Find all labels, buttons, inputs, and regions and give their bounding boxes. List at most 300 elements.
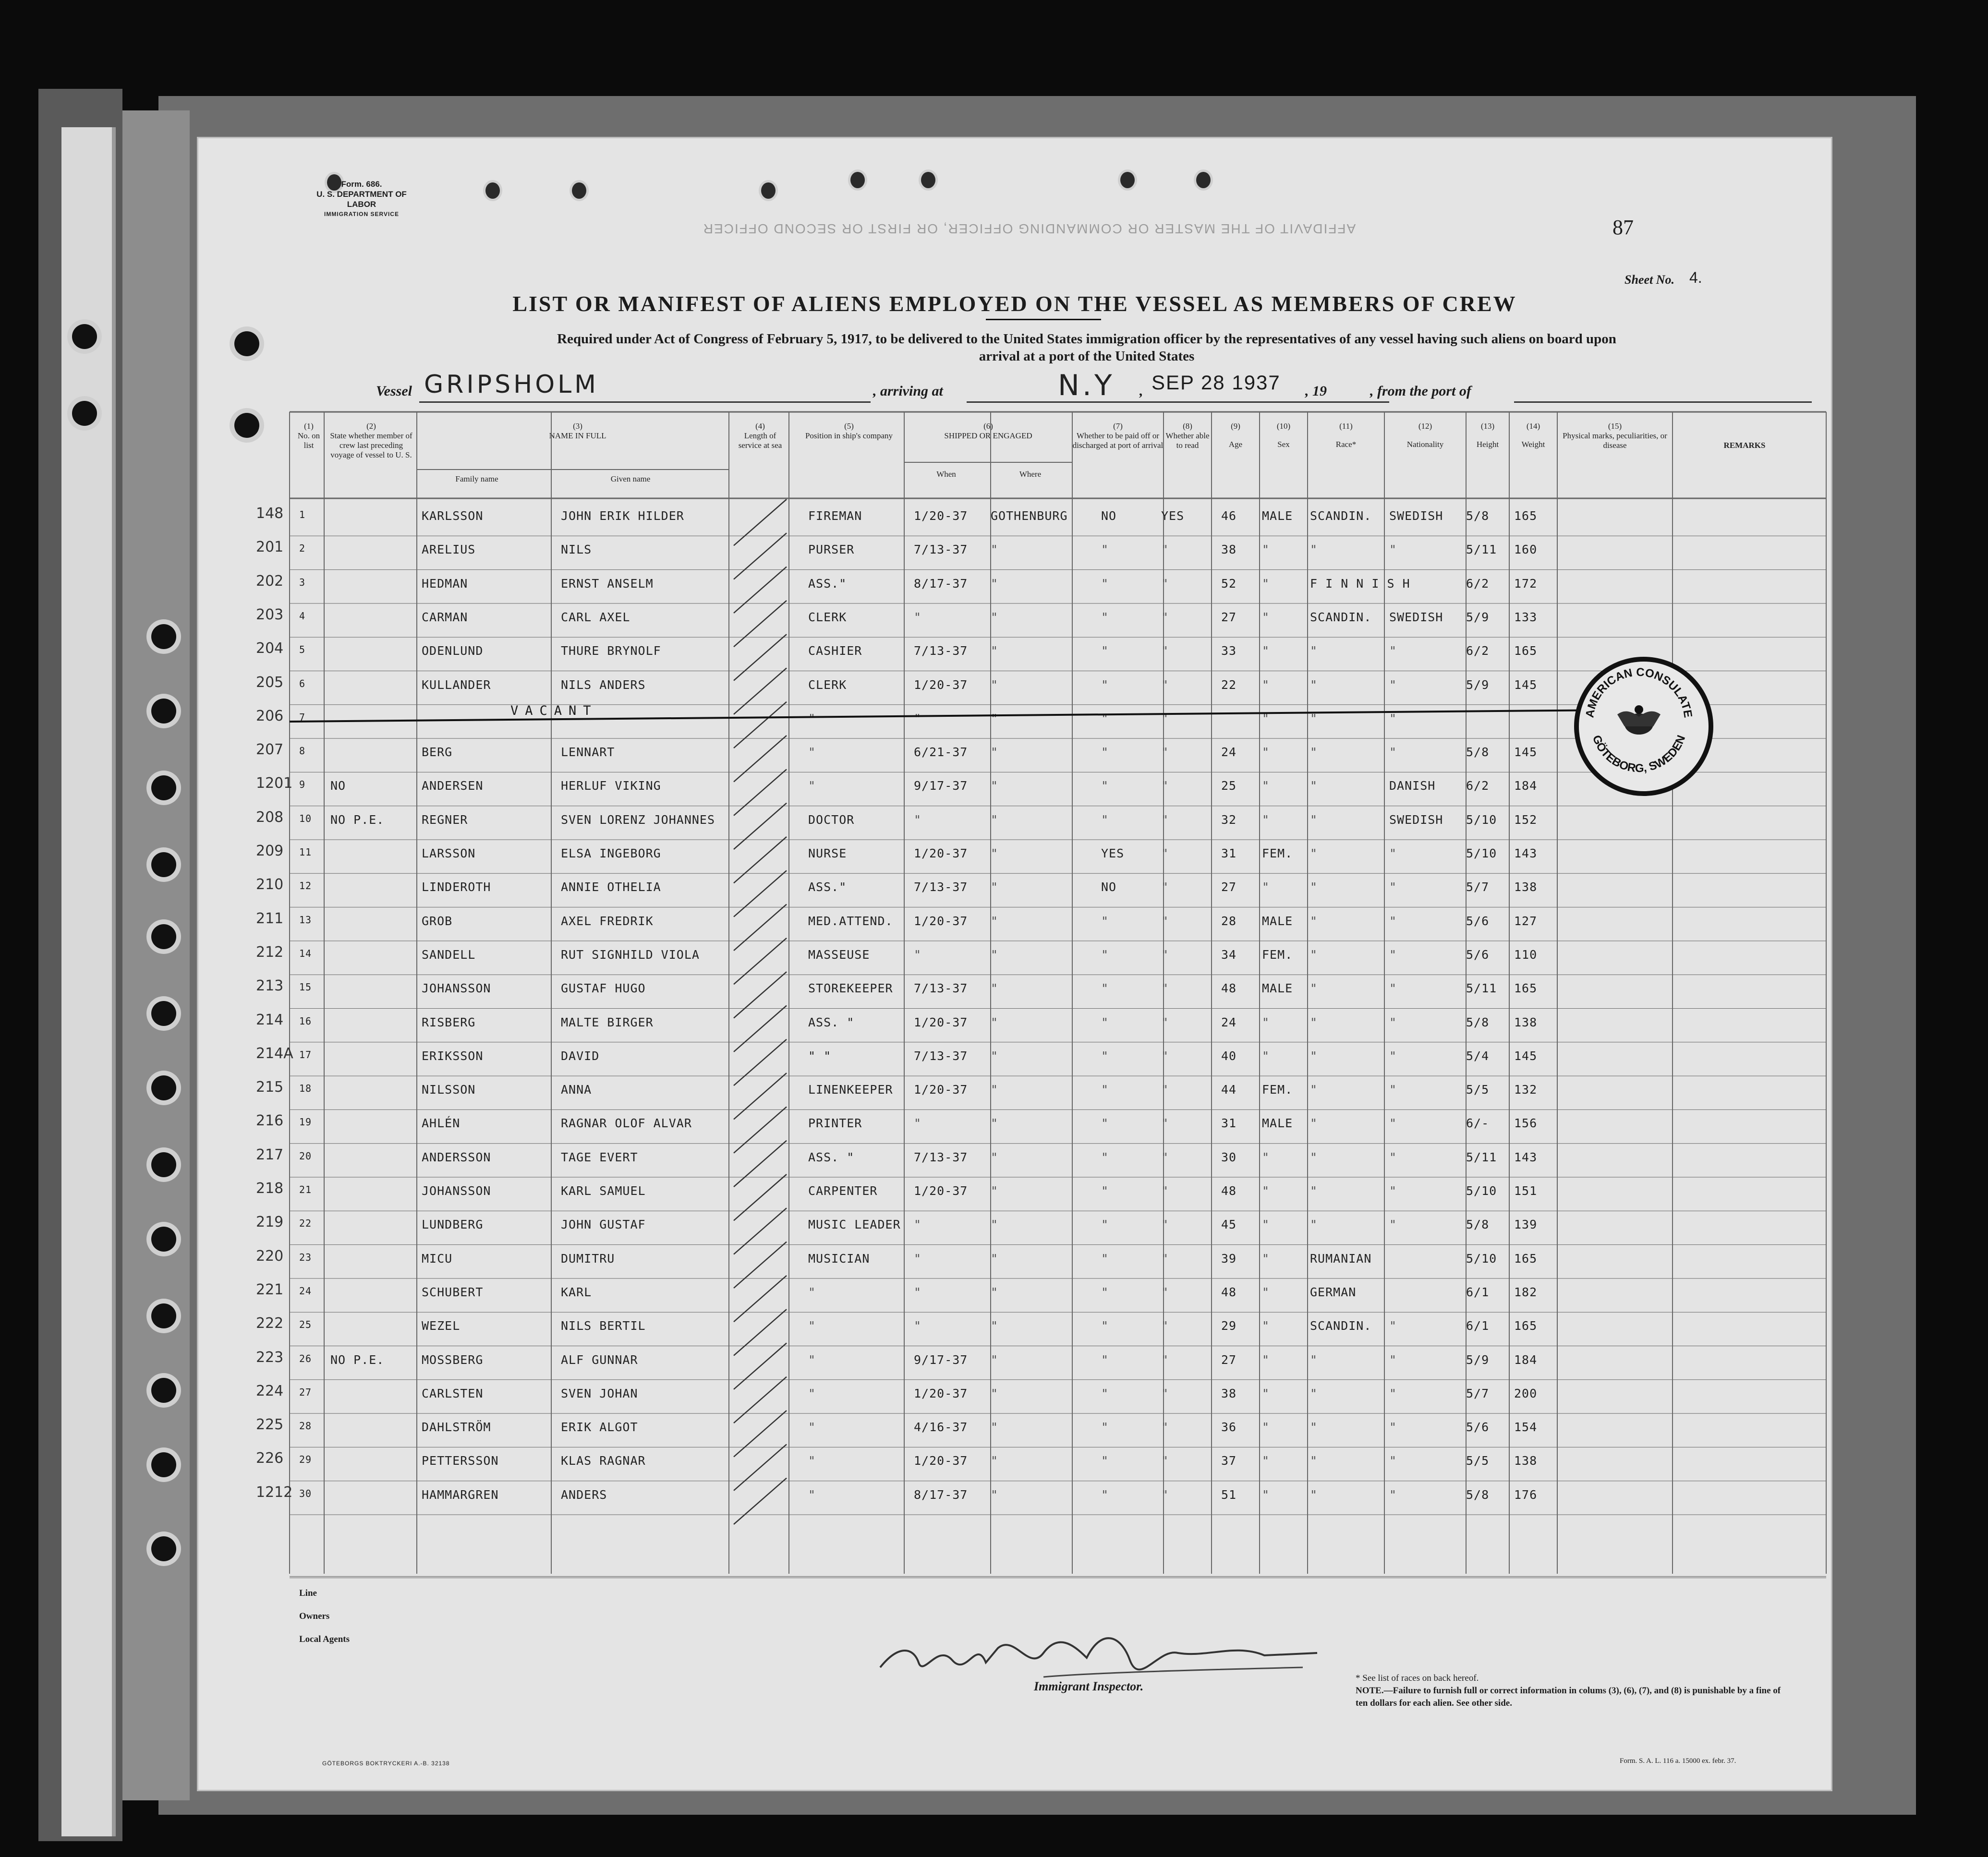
cell-height: 5/5 [1466, 1083, 1490, 1097]
cell-race: " [1310, 981, 1318, 996]
cell-given: RUT SIGNHILD VIOLA [561, 947, 700, 962]
cell-family: KARLSSON [422, 509, 484, 523]
cell-given: RAGNAR OLOF ALVAR [561, 1116, 692, 1131]
cell-weight: 160 [1514, 543, 1538, 557]
owners-label: Owners [299, 1611, 330, 1621]
cell-margin: 217 [256, 1146, 284, 1163]
cell-paid: " [1101, 1116, 1109, 1131]
cell-when: 6/21-37 [914, 745, 968, 760]
cell-height: 5/8 [1466, 509, 1490, 523]
cell-family: WEZEL [422, 1319, 461, 1333]
cell-where: " [991, 779, 999, 793]
eagle-emblem-icon [1617, 705, 1661, 735]
service-tick-mark [734, 1107, 787, 1153]
cell-height: 5/6 [1466, 914, 1490, 928]
cell-pos: CASHIER [808, 644, 862, 658]
cell-paid: " [1101, 745, 1109, 760]
service-tick-mark [734, 1242, 787, 1288]
cell-margin: 213 [256, 977, 284, 995]
cell-sex: " [1262, 711, 1270, 725]
cell-height: 5/9 [1466, 677, 1490, 692]
cell-weight: 165 [1514, 981, 1538, 996]
cell-margin: 205 [256, 674, 284, 691]
cell-height: 5/5 [1466, 1454, 1490, 1468]
cell-when: " [914, 1285, 922, 1299]
cell-prev: NO P.E. [330, 1352, 385, 1367]
cell-family: LINDEROTH [422, 880, 491, 894]
cell-height: 5/8 [1466, 745, 1490, 760]
cell-weight: 151 [1514, 1184, 1538, 1198]
cell-sex: " [1262, 1218, 1270, 1232]
cell-paid: " [1101, 610, 1109, 624]
cell-weight: 165 [1514, 1251, 1538, 1266]
cell-paid: NO [1101, 880, 1117, 894]
binder-hole [234, 331, 259, 356]
cell-nat: " [1389, 745, 1397, 760]
col-10-header: (10) Sex [1276, 422, 1291, 449]
cell-no: 3 [299, 576, 306, 588]
binder-hole [151, 1075, 176, 1100]
top-punch-hole [1120, 172, 1135, 188]
cell-no: 4 [299, 610, 306, 622]
cell-height: 5/10 [1466, 812, 1497, 827]
cell-no: 5 [299, 644, 306, 656]
service-tick-mark [734, 668, 787, 714]
cell-sex: MALE [1262, 981, 1293, 996]
where-header: Where [1019, 470, 1042, 479]
cell-read: " [1161, 1049, 1169, 1063]
cell-family: HAMMARGREN [422, 1487, 499, 1502]
cell-when: 1/20-37 [914, 1454, 968, 1468]
cell-weight: 184 [1514, 1352, 1538, 1367]
cell-family: NILSSON [422, 1083, 476, 1097]
when-header: When [936, 470, 956, 479]
cell-given: NILS ANDERS [561, 677, 646, 692]
cell-no: 6 [299, 677, 306, 689]
cell-paid: " [1101, 543, 1109, 557]
cell-given: AXEL FREDRIK [561, 914, 654, 928]
cell-family: HEDMAN [422, 576, 468, 591]
cell-margin: 1212 [256, 1483, 293, 1501]
cell-weight: 110 [1514, 947, 1538, 962]
cell-given: KARL [561, 1285, 592, 1299]
cell-race: " [1310, 745, 1318, 760]
binder-hole [72, 324, 97, 349]
cell-paid: " [1101, 711, 1109, 725]
cell-no: 20 [299, 1150, 312, 1162]
cell-no: 11 [299, 846, 312, 858]
given-name-header: Given name [610, 474, 651, 483]
cell-weight: 127 [1514, 914, 1538, 928]
cell-when: 8/17-37 [914, 1487, 968, 1502]
cell-given: ANNA [561, 1083, 592, 1097]
cell-race: " [1310, 543, 1318, 557]
service-tick-mark [734, 803, 787, 849]
cell-when: 1/20-37 [914, 509, 968, 523]
cell-race: " [1310, 1352, 1318, 1367]
cell-margin: 214 [256, 1011, 284, 1028]
cell-age: 36 [1221, 1420, 1237, 1435]
cell-when: " [914, 610, 922, 624]
cell-where: " [991, 1218, 999, 1232]
cell-pos: CARPENTER [808, 1184, 878, 1198]
cell-nat: SWEDISH [1389, 610, 1443, 624]
cell-paid: NO [1101, 509, 1117, 523]
cell-height: 5/9 [1466, 610, 1490, 624]
comma: , [1139, 383, 1143, 399]
cell-where: " [991, 1049, 999, 1063]
cell-nat: " [1389, 1015, 1397, 1029]
page-number: 87 [1612, 216, 1634, 239]
cell-sex: " [1262, 779, 1270, 793]
cell-family: BERG [422, 745, 453, 760]
service-tick-mark [734, 1141, 787, 1187]
cell-read: " [1161, 812, 1169, 827]
cell-weight: 165 [1514, 509, 1538, 523]
cell-given: TAGE EVERT [561, 1150, 638, 1164]
cell-age: 30 [1221, 1150, 1237, 1164]
penalty-note: NOTE.—Failure to furnish full or correct information in colums (3), (6), (7), and (8) is punishable by a fine of ten dollars for each alien. See other side. [1356, 1686, 1781, 1708]
cell-pos: " [808, 1454, 816, 1468]
cell-sex: " [1262, 1285, 1270, 1299]
cell-family: KULLANDER [422, 677, 491, 692]
cell-prev: NO P.E. [330, 812, 385, 827]
manifest-subtitle [294, 330, 1832, 365]
cell-race: " [1310, 812, 1318, 827]
cell-when: " [914, 711, 922, 725]
cell-weight: 145 [1514, 1049, 1538, 1063]
cell-sex: " [1262, 1352, 1270, 1367]
cell-read: " [1161, 914, 1169, 928]
cell-paid: " [1101, 1454, 1109, 1468]
svg-text:GÖTEBORG, SWEDEN [1590, 734, 1688, 775]
cell-age: 34 [1221, 947, 1237, 962]
cell-family: MICU [422, 1251, 453, 1266]
bleed-through-affidavit: AFFIDAVIT OF THE MASTER OR COMMANDING OFFICER, OR FIRST OR SECOND OFFICER [702, 221, 1356, 236]
cell-family: ANDERSSON [422, 1150, 491, 1164]
cell-age: 45 [1221, 1218, 1237, 1232]
cell-family: MOSSBERG [422, 1352, 484, 1367]
top-punch-hole [761, 182, 776, 199]
cell-when: 8/17-37 [914, 576, 968, 591]
cell-paid: " [1101, 947, 1109, 962]
cell-when: " [914, 1218, 922, 1232]
cell-family: LARSSON [422, 846, 476, 860]
cell-paid: " [1101, 644, 1109, 658]
cell-family: ANDERSEN [422, 779, 484, 793]
cell-margin: 210 [256, 876, 284, 893]
title-underline [986, 319, 1101, 320]
col-2-header: (2) State whether member of crew last preceding voyage of vessel to U. S. [330, 422, 412, 459]
col-11-header: (11) Race* [1335, 422, 1357, 449]
cell-height: 5/8 [1466, 1487, 1490, 1502]
cell-margin: 203 [256, 606, 284, 623]
service-tick-mark [734, 938, 787, 984]
cell-where: " [991, 1454, 999, 1468]
cell-no: 12 [299, 880, 312, 892]
remarks-header: REMARKS [1723, 441, 1766, 450]
cell-height: 6/1 [1466, 1285, 1490, 1299]
cell-race: " [1310, 1083, 1318, 1097]
cell-paid: " [1101, 1150, 1109, 1164]
cell-nat: " [1389, 1083, 1397, 1097]
cell-height: 5/11 [1466, 543, 1497, 557]
cell-weight: 152 [1514, 812, 1538, 827]
cell-weight: 138 [1514, 1015, 1538, 1029]
binder-hole [151, 1536, 176, 1561]
col-7-header: (7) Whether to be paid off or discharged at port of arrival [1072, 422, 1164, 450]
top-punch-hole [921, 172, 935, 188]
col-6-header: (6) SHIPPED OR ENGAGED [944, 422, 1032, 440]
cell-race: " [1310, 1116, 1318, 1131]
cell-nat: " [1389, 1454, 1397, 1468]
cell-age: 51 [1221, 1487, 1237, 1502]
cell-paid: " [1101, 1251, 1109, 1266]
subtitle-line-1: Required under Act of Congress of February 5, 1917, to be delivered to the United States immigration officer by the representatives of any vessel having such aliens on board upon [557, 331, 1616, 347]
form-number: Form. 686. [341, 180, 382, 189]
cell-where: " [991, 677, 999, 692]
cell-read: " [1161, 779, 1169, 793]
binder-hole [151, 624, 176, 649]
cell-when: 7/13-37 [914, 644, 968, 658]
cell-sex: FEM. [1262, 846, 1293, 860]
cell-given: THURE BRYNOLF [561, 644, 661, 658]
col-1-header: (1) No. on list [297, 422, 320, 450]
cell-where: " [991, 1015, 999, 1029]
cell-race: " [1310, 711, 1318, 725]
cell-where: " [991, 576, 999, 591]
form-identifier [309, 179, 414, 219]
cell-where: " [991, 610, 999, 624]
cell-where: " [991, 1116, 999, 1131]
cell-when: 1/20-37 [914, 1184, 968, 1198]
cell-height: 5/9 [1466, 1352, 1490, 1367]
cell-height: 5/4 [1466, 1049, 1490, 1063]
cell-where: " [991, 1184, 999, 1198]
footnote [1356, 1672, 1788, 1710]
cell-given: ANDERS [561, 1487, 607, 1502]
cell-race: " [1310, 677, 1318, 692]
service-tick-mark [734, 702, 787, 748]
cell-read: " [1161, 981, 1169, 996]
cell-nat: DANISH [1389, 779, 1436, 793]
cell-weight: 145 [1514, 745, 1538, 760]
cell-pos: NURSE [808, 846, 847, 860]
cell-no: 7 [299, 711, 306, 723]
cell-paid: " [1101, 1352, 1109, 1367]
cell-family: RISBERG [422, 1015, 476, 1029]
cell-when: 7/13-37 [914, 981, 968, 996]
service-tick-mark [734, 499, 787, 545]
cell-height: 5/6 [1466, 1420, 1490, 1435]
cell-sex: " [1262, 610, 1270, 624]
cell-sex: " [1262, 1049, 1270, 1063]
cell-pos: FIREMAN [808, 509, 862, 523]
cell-weight: 165 [1514, 644, 1538, 658]
cell-no: 19 [299, 1116, 312, 1128]
cell-age: 48 [1221, 981, 1237, 996]
cell-race: GERMAN [1310, 1285, 1357, 1299]
cell-margin: 208 [256, 808, 284, 826]
cell-read: " [1161, 1083, 1169, 1097]
cell-no: 9 [299, 779, 306, 791]
cell-read: " [1161, 610, 1169, 624]
cell-sex: " [1262, 576, 1270, 591]
cell-where: " [991, 947, 999, 962]
cell-sex: " [1262, 812, 1270, 827]
top-punch-hole [485, 182, 500, 199]
cell-where: " [991, 1083, 999, 1097]
cell-height: 5/8 [1466, 1218, 1490, 1232]
cell-weight: 132 [1514, 1083, 1538, 1097]
cell-nat: " [1389, 981, 1397, 996]
cell-weight: 156 [1514, 1116, 1538, 1131]
service-tick-mark [734, 736, 787, 782]
service-tick-mark [734, 1343, 787, 1389]
cell-where: " [991, 1487, 999, 1502]
cell-margin: 211 [256, 910, 284, 927]
cell-age: 27 [1221, 880, 1237, 894]
cell-where: " [991, 644, 999, 658]
cell-margin: 204 [256, 640, 284, 657]
cell-family: AHLÉN [422, 1116, 461, 1131]
cell-no: 8 [299, 745, 306, 757]
subtitle-line-2: arrival at a port of the United States [979, 349, 1195, 364]
service-tick-mark [734, 533, 787, 579]
cell-given: JOHN ERIK HILDER [561, 509, 684, 523]
cell-margin: 223 [256, 1349, 284, 1366]
cell-no: 28 [299, 1420, 312, 1432]
cell-sex: " [1262, 677, 1270, 692]
cell-margin: 201 [256, 539, 284, 556]
cell-race: " [1310, 846, 1318, 860]
cell-read: " [1161, 880, 1169, 894]
cell-height: 5/11 [1466, 1150, 1497, 1164]
col-12-header: (12) Nationality [1406, 422, 1444, 449]
stamp-bottom-text: GÖTEBORG, SWEDEN [1589, 733, 1688, 775]
cell-height: 5/11 [1466, 981, 1497, 996]
binder-hole [234, 413, 259, 438]
cell-nat: SWEDISH [1389, 509, 1443, 523]
col-4-header: (4) Length of service at sea [738, 422, 782, 450]
col-13-header: (13) Height [1476, 422, 1499, 449]
cell-weight: 138 [1514, 1454, 1538, 1468]
cell-weight: 133 [1514, 610, 1538, 624]
cell-pos: " [808, 1420, 816, 1435]
cell-nat: " [1389, 1487, 1397, 1502]
cell-race: " [1310, 1487, 1318, 1502]
cell-where: " [991, 1150, 999, 1164]
cell-age: 48 [1221, 1285, 1237, 1299]
service-tick-mark [734, 1309, 787, 1355]
col-15-header: (15) Physical marks, peculiarities, or disease [1563, 422, 1667, 450]
cell-given: JOHN GUSTAF [561, 1218, 646, 1232]
cell-height: 5/10 [1466, 1251, 1497, 1266]
cell-where: " [991, 543, 999, 557]
cell-no: 2 [299, 543, 306, 555]
cell-age: 24 [1221, 745, 1237, 760]
cell-age: 29 [1221, 1319, 1237, 1333]
cell-pos: " [808, 1352, 816, 1367]
cell-paid: " [1101, 1184, 1109, 1198]
cell-no: 22 [299, 1218, 312, 1230]
manifest-title: LIST OR MANIFEST OF ALIENS EMPLOYED ON THE VESSEL AS MEMBERS OF CREW [512, 291, 1517, 316]
cell-no: 15 [299, 981, 312, 993]
cell-when: 1/20-37 [914, 677, 968, 692]
cell-paid: " [1101, 1285, 1109, 1299]
cell-age: 27 [1221, 1352, 1237, 1367]
cell-age: 46 [1221, 509, 1237, 523]
cell-age: 24 [1221, 1015, 1237, 1029]
col-5-header: (5) Position in ship's company [805, 422, 893, 440]
cell-where: " [991, 812, 999, 827]
cell-sex: FEM. [1262, 1083, 1293, 1097]
cell-weight: 182 [1514, 1285, 1538, 1299]
cell-race: " [1310, 1015, 1318, 1029]
cell-read: " [1161, 1116, 1169, 1131]
cell-height: 5/10 [1466, 1184, 1497, 1198]
cell-no: 1 [299, 509, 306, 520]
cell-sex: " [1262, 1386, 1270, 1400]
cell-sex: " [1262, 1251, 1270, 1266]
cell-race: " [1310, 1454, 1318, 1468]
cell-where: " [991, 1352, 999, 1367]
binder-hole [151, 1227, 176, 1252]
footer-rule [290, 1576, 1826, 1578]
cell-no: 24 [299, 1285, 312, 1297]
cell-family: SCHUBERT [422, 1285, 484, 1299]
cell-sex: " [1262, 880, 1270, 894]
top-punch-hole [850, 172, 865, 188]
top-punch-hole [1196, 172, 1211, 188]
vessel-underline [419, 401, 871, 403]
cell-where: " [991, 745, 999, 760]
cell-pos: CLERK [808, 610, 847, 624]
service-tick-mark [734, 1006, 787, 1052]
cell-where: GOTHENBURG [991, 509, 1068, 523]
local-agents-label: Local Agents [299, 1634, 350, 1644]
cell-sex: " [1262, 1487, 1270, 1502]
top-punch-hole [572, 182, 586, 199]
cell-nat: " [1389, 1049, 1397, 1063]
cell-pos: " " [808, 1049, 832, 1063]
cell-read: " [1161, 543, 1169, 557]
service-tick-mark [734, 634, 787, 680]
cell-when: 7/13-37 [914, 1049, 968, 1063]
cell-race: " [1310, 947, 1318, 962]
cell-given: KARL SAMUEL [561, 1184, 646, 1198]
cell-age: 28 [1221, 914, 1237, 928]
cell-paid: " [1101, 981, 1109, 996]
cell-margin: 212 [256, 943, 284, 961]
cell-age: 27 [1221, 610, 1237, 624]
cell-nat: " [1389, 846, 1397, 860]
cell-read: " [1161, 677, 1169, 692]
cell-age: 38 [1221, 1386, 1237, 1400]
cell-given: MALTE BIRGER [561, 1015, 654, 1029]
cell-read: YES [1161, 509, 1185, 523]
cell-race: RUMANIAN [1310, 1251, 1372, 1266]
cell-where: " [991, 846, 999, 860]
cell-given: DUMITRU [561, 1251, 615, 1266]
cell-family: ARELIUS [422, 543, 476, 557]
cell-paid: " [1101, 576, 1109, 591]
cell-weight: 165 [1514, 1319, 1538, 1333]
cell-read: " [1161, 846, 1169, 860]
cell-read: " [1161, 1015, 1169, 1029]
cell-paid: " [1101, 1487, 1109, 1502]
cell-margin: 209 [256, 843, 284, 859]
